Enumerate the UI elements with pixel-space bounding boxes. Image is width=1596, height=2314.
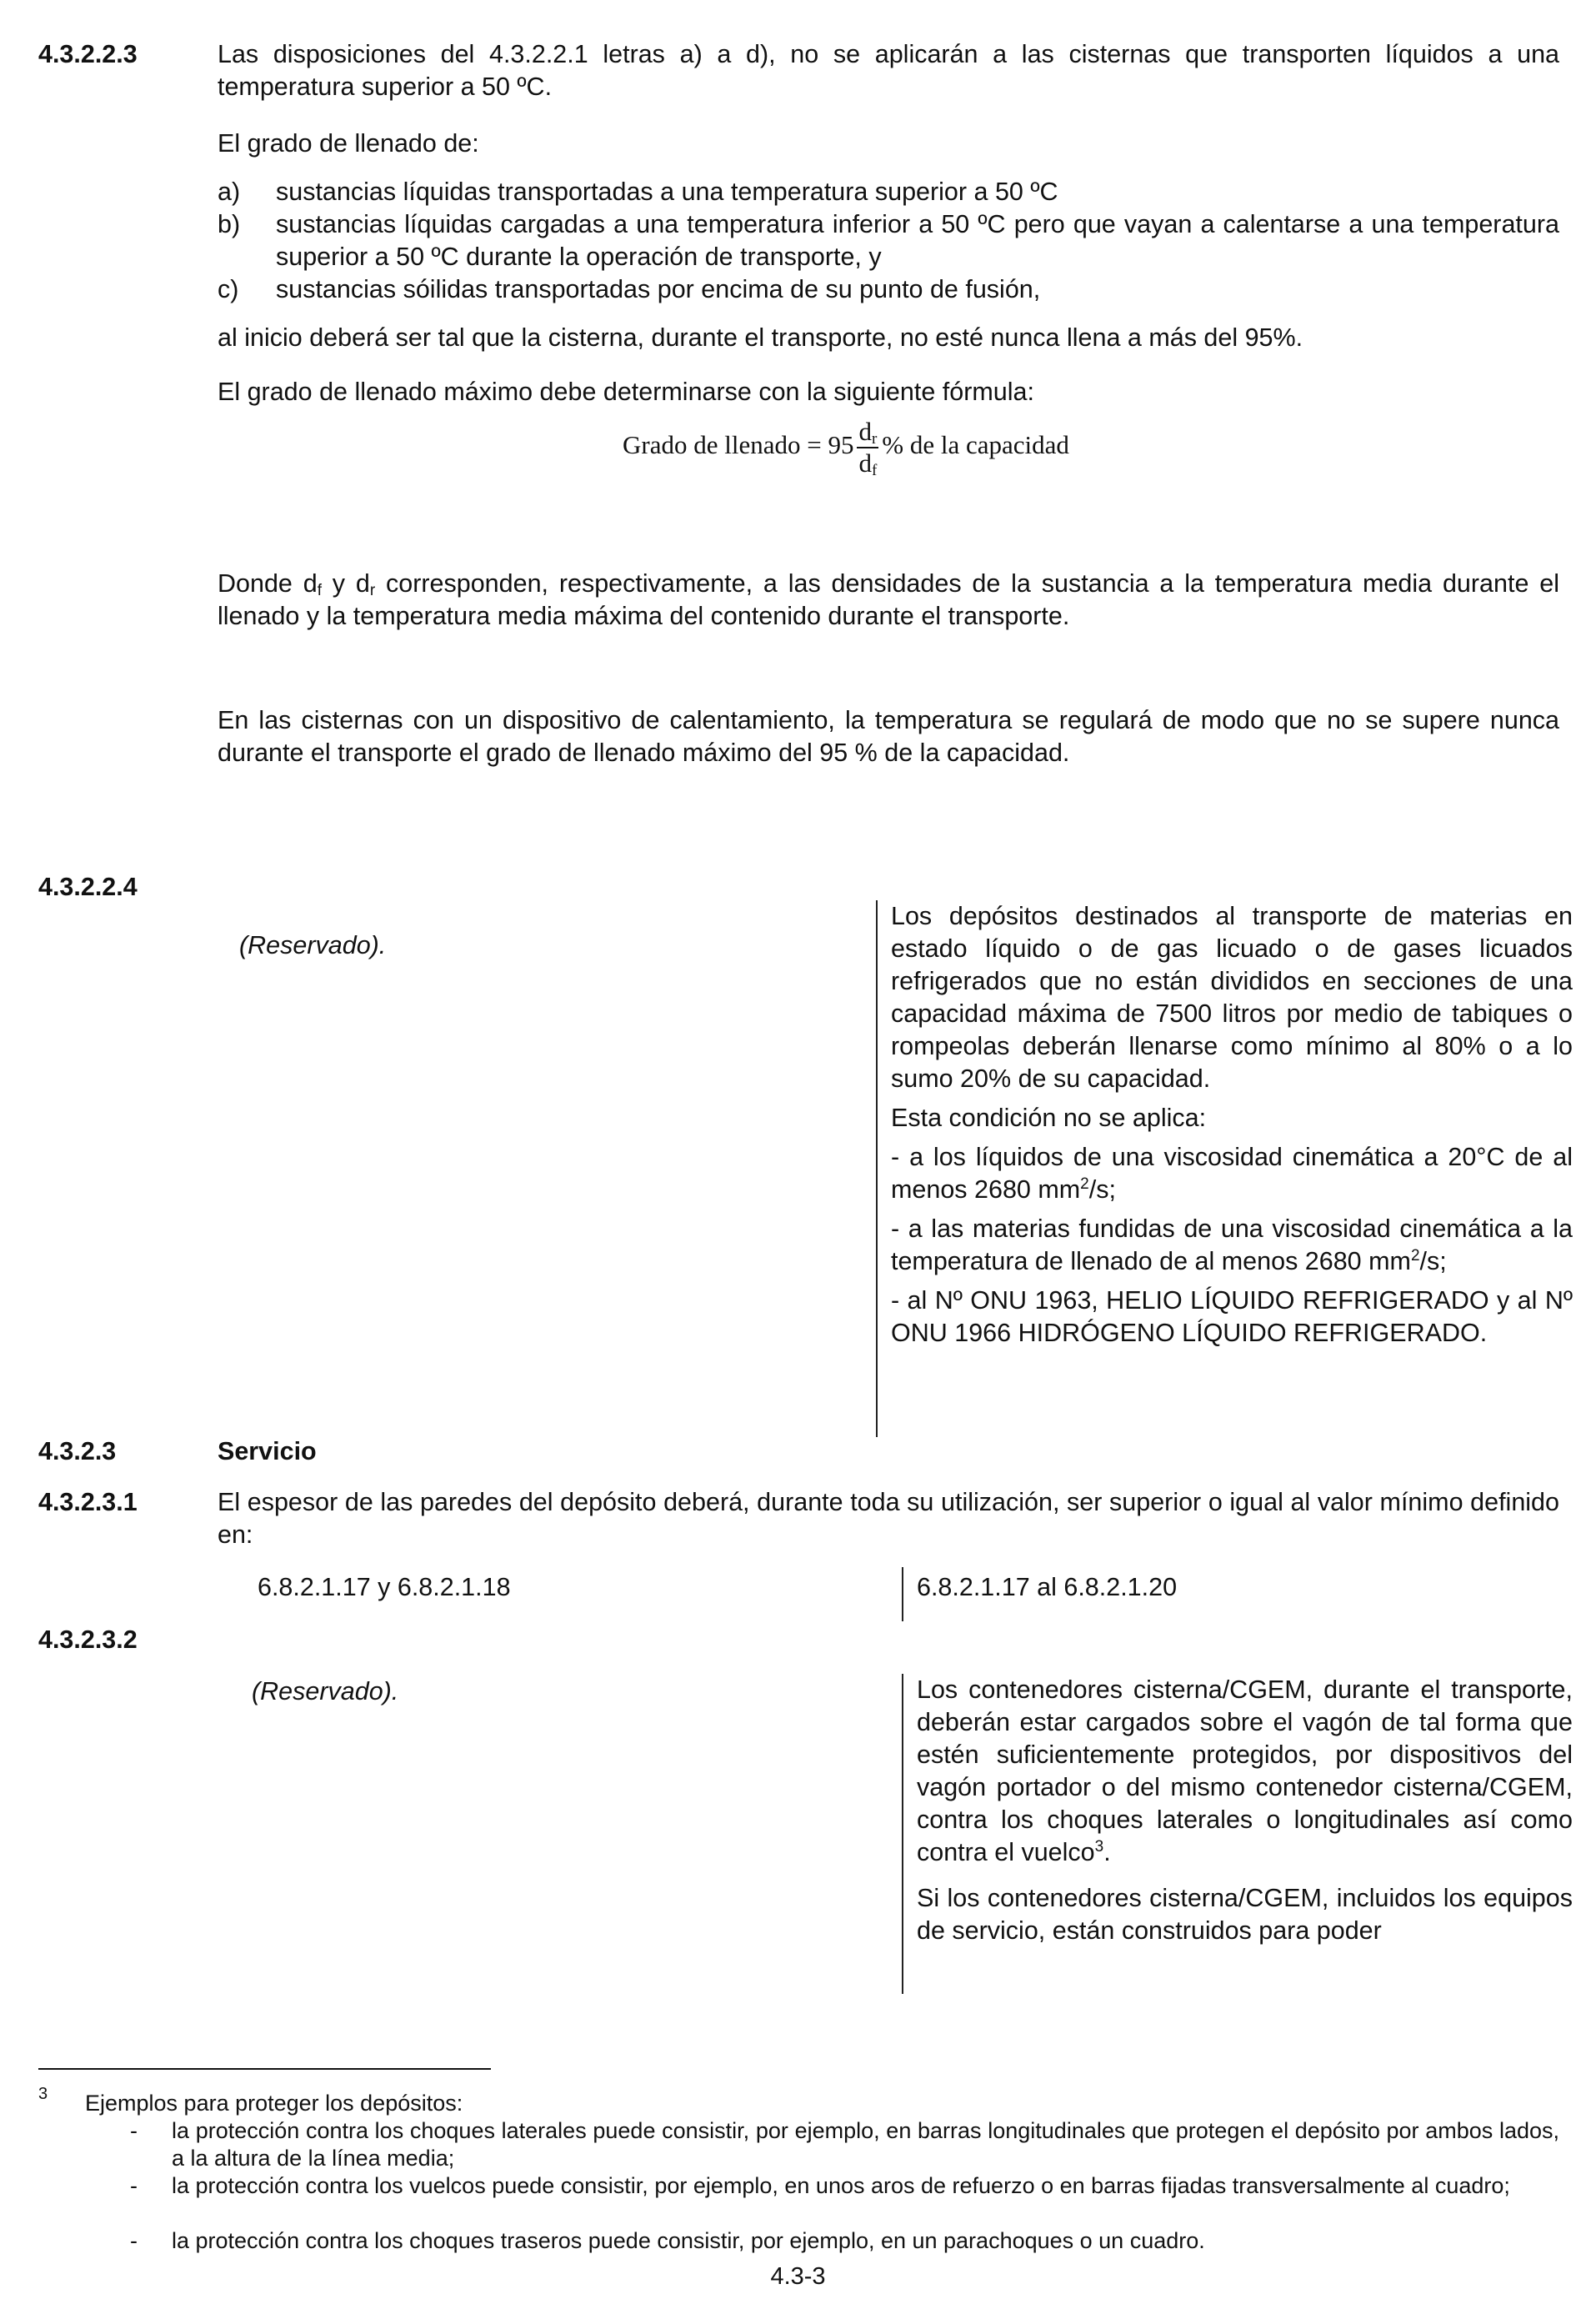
donde-paragraph: Donde $d_f$ y $d_r$ corresponden, respectivamente, a las densidades de la sustancia a la temperatura media durante el llenado y la temperatura media máxima del contenido durante el transporte. (218, 569, 1559, 630)
formula-rhs: % de la capacidad (882, 430, 1069, 460)
rid-paragraph: - a los líquidos de una viscosidad cinemática a 20°C de al menos 2680 $mm^2/s$; (891, 1143, 1573, 1204)
rid-paragraph: - al Nº ONU 1963, HELIO LÍQUIDO REFRIGERADO y al Nº ONU 1966 HIDRÓGENO LÍQUIDO REFRIGERADO. (891, 1286, 1573, 1347)
reference-left: 6.8.2.1.17 y 6.8.2.1.18 (258, 1573, 511, 1601)
list-text: sustancias líquidas cargadas a una temperatura inferior a 50 ºC pero que vayan a calentarse a una temperatura superior a 50 ºC durante la operación de transporte, y (276, 210, 1559, 271)
footnote-item: la protección contra los vuelcos puede consistir, por ejemplo, en unos aros de refuerzo o en barras fijadas transversalmente al cuadro; (172, 2173, 1510, 2198)
reference-right: 6.8.2.1.17 al 6.8.2.1.20 (902, 1567, 1575, 1621)
list-letter: c) (218, 275, 239, 303)
footnote-item: la protección contra los choques traseros puede consistir, por ejemplo, en un parachoques o un cuadro. (172, 2228, 1205, 2253)
reservado-left: (Reservado). (252, 1677, 399, 1705)
espesor-paragraph: El espesor de las paredes del depósito deberá, durante toda su utilización, ser superior o igual al valor mínimo definido en: (218, 1488, 1559, 1549)
footnote-item: la protección contra los choques laterales puede consistir, por ejemplo, en barras longitudinales que protegen el depósito por ambos lados, a la altura de la línea media; (172, 2118, 1559, 2171)
section-number-4-3-2-3: 4.3.2.3 (38, 1437, 117, 1465)
section-number-4-3-2-2-3: 4.3.2.2.3 (38, 40, 138, 68)
page-number: 4.3-3 (770, 2263, 826, 2290)
footnote-dash: - (130, 2173, 138, 2198)
section-title-servicio: Servicio (218, 1437, 317, 1465)
rid-paragraph: Esta condición no se aplica: (891, 1104, 1207, 1132)
rid-column-4-3-2-3-2 (902, 1674, 1573, 1994)
section-text-intro: Las disposiciones del 4.3.2.2.1 letras a) a d), no se aplicarán a las cisternas que transporten líquidos a una temperatura superior a 50 ºC. (218, 40, 1559, 101)
rid-paragraph: Los contenedores cisterna/CGEM, durante el transporte, deberán estar cargados sobre el vagón de tal forma que estén suficientemente protegidos, por dispositivos del vagón portador o del mismo contenedor cisterna/CGEM, contra los choques laterales o longitudinales así como contra el vuelco$^3$. (917, 1675, 1573, 1866)
footnote-dash: - (130, 2228, 138, 2253)
footnote-separator (38, 2068, 491, 2070)
formula-intro: El grado de llenado máximo debe determinarse con la siguiente fórmula: (218, 378, 1034, 406)
footnote-dash: - (130, 2118, 138, 2143)
footnote-marker: 3 (38, 2085, 48, 2103)
rid-paragraph: - a las materias fundidas de una viscosidad cinemática a la temperatura de llenado de al menos 2680 $mm^2/s$; (891, 1215, 1573, 1275)
list-text: sustancias sóilidas transportadas por encima de su punto de fusión, (276, 275, 1041, 303)
formula-lhs: Grado de llenado = 95 (623, 430, 854, 460)
after-list-text: al inicio deberá ser tal que la cisterna, durante el transporte, no esté nunca llena a más del 95%. (218, 323, 1303, 352)
section-number-4-3-2-3-1: 4.3.2.3.1 (38, 1488, 138, 1516)
rid-paragraph: Si los contenedores cisterna/CGEM, incluidos los equipos de servicio, están construidos para poder (917, 1884, 1573, 1945)
calentamiento-paragraph: En las cisternas con un dispositivo de calentamiento, la temperatura se regulará de modo que no se supere nunca durante el transporte el grado de llenado máximo del 95 % de la capacidad. (218, 706, 1559, 767)
footnote-intro: Ejemplos para proteger los depósitos: (85, 2091, 463, 2116)
rid-column-4-3-2-2-4 (876, 900, 1573, 1437)
list-letter: b) (218, 210, 241, 238)
list-letter: a) (218, 178, 241, 206)
rid-paragraph: Los depósitos destinados al transporte de materias en estado líquido o de gas licuado o de gases licuados refrigerados que no están divididos en secciones de una capacidad máxima de 7500 litros por medio de tabiques o rompeolas deberán llenarse como mínimo al 80% o a lo sumo 20% de su capacidad. (891, 902, 1573, 1093)
section-number-4-3-2-3-2: 4.3.2.3.2 (38, 1625, 138, 1654)
list-text: sustancias líquidas transportadas a una temperatura superior a 50 ºC (276, 178, 1058, 206)
grado-intro: El grado de llenado de: (218, 129, 479, 158)
formula-denominator: $d_f$ (858, 448, 878, 479)
reservado-left: (Reservado). (239, 931, 387, 959)
formula-fraction (857, 417, 878, 478)
section-number-4-3-2-2-4: 4.3.2.2.4 (38, 873, 138, 901)
fill-formula (623, 417, 1069, 478)
formula-numerator: $d_r$ (858, 417, 878, 448)
